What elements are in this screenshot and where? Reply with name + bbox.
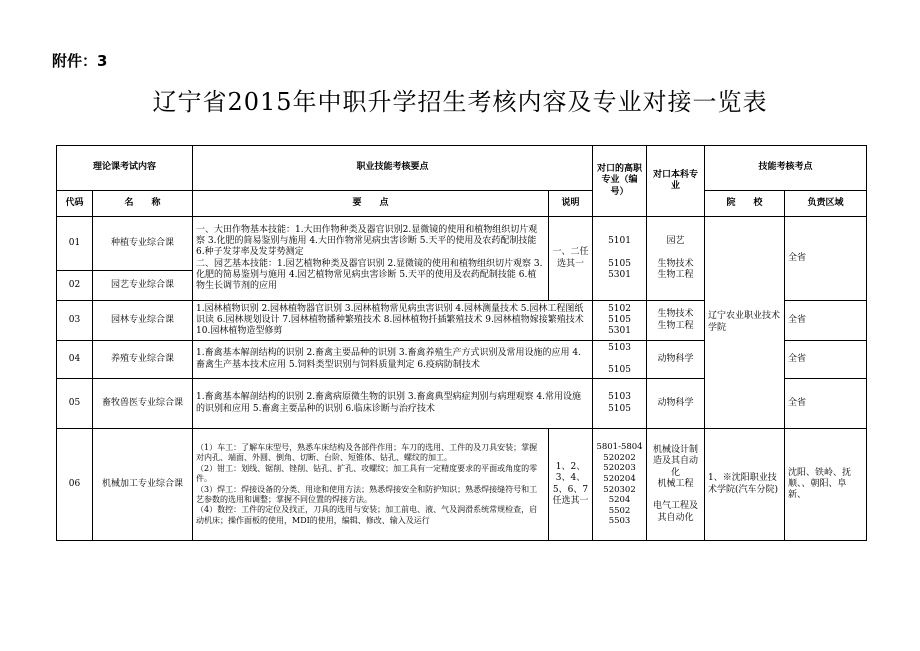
requirements-cell: 1.畜禽基本解剖结构的识别 2.畜禽病原微生物的识别 3.畜禽典型病症判别与病理观察 4.常用设施的识别和应用 5.畜禽主要品种的识别 6.临床诊断与治疗技术 <box>193 379 593 429</box>
region-cell: 全省 <box>785 379 867 429</box>
note-cell: 1、2、3、4、5、6、7任选其一 <box>549 429 593 541</box>
requirements-cell: 1.畜禽基本解剖结构的识别 2.畜禽主要品种的识别 3.畜禽养殖生产方式识别及常用设施的应用 4.畜禽生产基本技术应用 5.饲料类型识别与饲料质量判定 6.疫病防制技术 <box>193 341 593 379</box>
header-theory: 理论课考试内容 <box>57 146 193 191</box>
row-name: 畜牧兽医专业综合课 <box>93 379 193 429</box>
header-name: 名 称 <box>93 191 193 217</box>
exam-table <box>56 145 867 541</box>
row-code: 01 <box>57 217 93 271</box>
row-name: 种植专业综合课 <box>93 217 193 271</box>
school-cell: 1、※沈阳职业技术学院(汽车分院) <box>705 429 785 541</box>
attachment-label: 附件：3 <box>52 52 108 70</box>
header-exam-points: 技能考核考点 <box>705 146 867 191</box>
bachelor-major-cell: 机械设计制造及其自动化 机械工程 电气工程及其自动化 <box>647 429 705 541</box>
row-code: 03 <box>57 301 93 341</box>
row-code: 06 <box>57 429 93 541</box>
bachelor-major-cell: 动物科学 <box>647 341 705 379</box>
header-school: 院 校 <box>705 191 785 217</box>
row-code: 02 <box>57 271 93 301</box>
header-bachelor-major: 对口本科专业 <box>647 146 705 217</box>
row-name: 园林专业综合课 <box>93 301 193 341</box>
row-name: 养殖专业综合课 <box>93 341 193 379</box>
higher-major-cell: 5102 5105 5301 <box>593 301 647 341</box>
table-row <box>57 429 867 541</box>
header-code: 代码 <box>57 191 93 217</box>
row-name: 园艺专业综合课 <box>93 271 193 301</box>
header-skill-points: 职业技能考核要点 <box>193 146 593 191</box>
higher-major-cell: 5101 5105 5301 <box>593 217 647 301</box>
bachelor-major-cell: 动物科学 <box>647 379 705 429</box>
note-cell: 一、二任选其一 <box>549 217 593 301</box>
requirements-cell: 1.园林植物识别 2.园林植物器官识别 3.园林植物常见病虫害识别 4.园林测量技术 5.园林工程图纸识读 6.园林规划设计 7.园林植物播种繁殖技术 8.园林植物扦插繁殖技术 9.园林植物嫁接繁殖技术 10.园林植物造型修剪 <box>193 301 593 341</box>
row-name: 机械加工专业综合课 <box>93 429 193 541</box>
higher-major-cell: 5801-5804 520202 520203 520204 520302 5204 5502 5503 <box>593 429 647 541</box>
header-note: 说明 <box>549 191 593 217</box>
requirements-cell: （1）车工：了解车床型号，熟悉车床结构及各部件作用；车刀的选用、工件的及刀具安装；掌握对内孔、端面、外圆、倒角、切断、台阶、短锥体、钻孔、螺纹的加工。 （2）钳工：划线、锯削、锉削、钻孔、扩孔、攻螺纹；加工具有一定精度要求的平面或角度的零件。 （3）焊工：焊接设备的分类、用途和使用方法；熟悉焊接安全和防护知识；熟悉焊接缝符号和工艺参数的选用和调整；掌握不同位置的焊接方法。 （4）数控：工件的定位及找正，刀具的选用与安装；加工前电、液、气及润滑系统常规检查，启动机床；操作面板的使用，MDI的使用，编辑、修改、输入及运行 <box>193 429 549 541</box>
page-title: 辽宁省2015年中职升学招生考核内容及专业对接一览表 <box>152 88 768 116</box>
region-cell: 全省 <box>785 217 867 301</box>
requirements-cell: 一、大田作物基本技能：1.大田作物种类及器官识别2.显微镜的使用和植物组织切片观察 3.化肥的简易鉴别与施用 4.大田作物常见病虫害诊断 5.天平的使用及农药配制技能 6.种子发芽率及发芽势测定 二、园艺基本技能：1.园艺植物种类及器官识别 2.显微镜的使用和植物组织切片观察 3.化肥的简易鉴别与施用 4.园艺植物常见病虫害诊断 5.天平的使用及农药配制技能 6.植物生长调节剂的应用 <box>193 217 549 301</box>
higher-major-cell: 5103 5105 <box>593 379 647 429</box>
school-cell: 辽宁农业职业技术学院 <box>705 217 785 429</box>
row-code: 04 <box>57 341 93 379</box>
bachelor-major-cell: 生物技术 生物工程 <box>647 301 705 341</box>
higher-major-cell: 5103 5105 <box>593 341 647 379</box>
row-code: 05 <box>57 379 93 429</box>
region-cell: 全省 <box>785 341 867 379</box>
bachelor-major-cell: 园艺 生物技术 生物工程 <box>647 217 705 301</box>
header-requirements: 要 点 <box>193 191 549 217</box>
header-region: 负责区域 <box>785 191 867 217</box>
table-row <box>57 217 867 271</box>
region-cell: 全省 <box>785 301 867 341</box>
region-cell: 沈阳、铁岭、抚顺、、朝阳、阜新、 <box>785 429 867 541</box>
header-higher-major: 对口的高职专业（编号） <box>593 146 647 217</box>
